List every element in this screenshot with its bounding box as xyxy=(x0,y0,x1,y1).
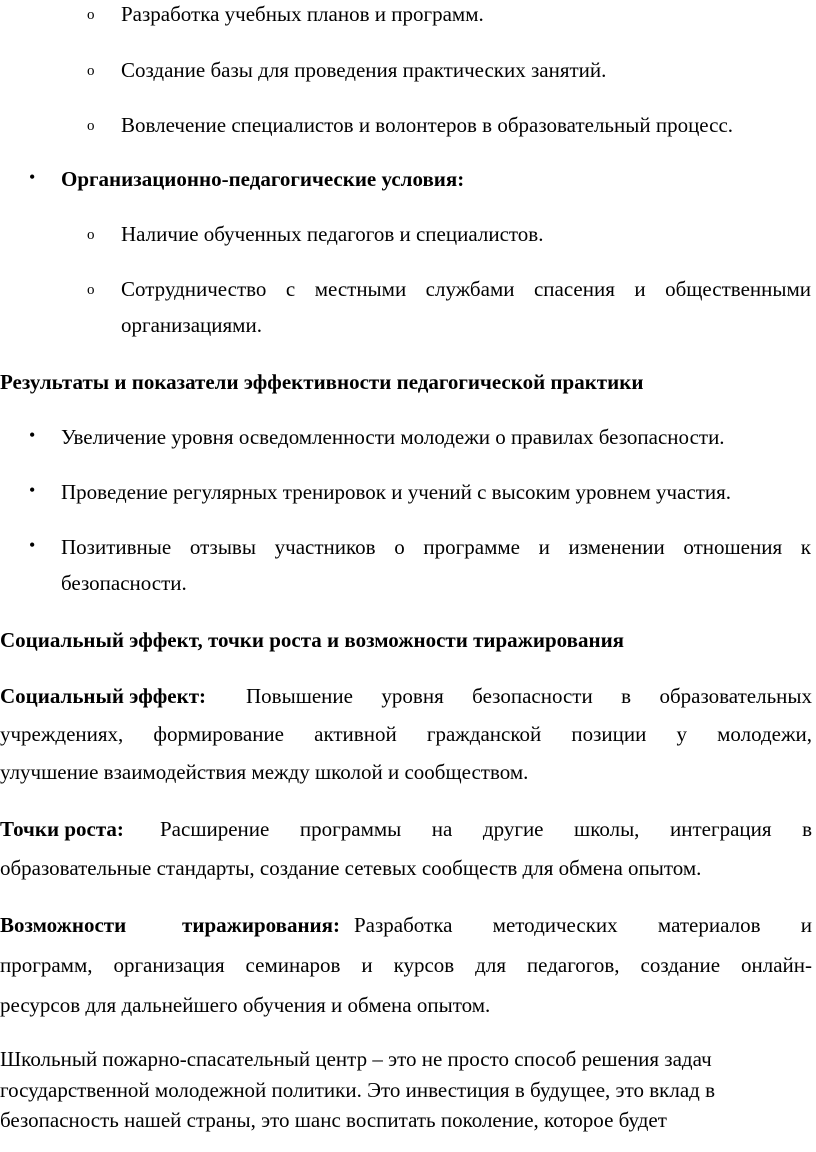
paragraph-text: Расширение программы на другие школы, интеграция в xyxy=(160,817,812,841)
section-subheading: Организационно-педагогические условия: xyxy=(61,167,465,191)
list-item-text: Вовлечение специалистов и волонтеров в образовательный процесс. xyxy=(121,113,734,137)
results-heading: Результаты и показатели эффективности педагогической практики xyxy=(0,370,644,394)
list-item-text: Проведение регулярных тренировок и учений с высоким уровнем участия. xyxy=(61,480,732,504)
list-item-text: безопасности. xyxy=(61,571,187,595)
paragraph-text: Школьный пожарно-спасательный центр – это не просто способ решения задач xyxy=(0,1047,712,1071)
effect-label: Социальный эффект: xyxy=(0,684,207,708)
sub-bullet-marker: o xyxy=(87,118,95,134)
paragraph-text: Разработка методических материалов и xyxy=(354,913,812,937)
paragraph-text: государственной молодежной политики. Это инвестиция в будущее, это вклад в xyxy=(0,1078,715,1102)
paragraph-text: образовательные стандарты, создание сетевых сообществ для обмена опытом. xyxy=(0,856,702,880)
replication-label: Возможности тиражирования: xyxy=(0,913,340,937)
list-item-text: Увеличение уровня осведомленности молодежи о правилах безопасности. xyxy=(61,425,725,449)
paragraph-text: учреждениях, формирование активной гражданской позиции у молодежи, xyxy=(0,722,812,746)
growth-label: Точки роста: xyxy=(0,817,124,841)
sub-bullet-marker: o xyxy=(87,7,95,23)
paragraph-text: Повышение уровня безопасности в образовательных xyxy=(246,684,812,708)
bullet-marker: • xyxy=(29,167,36,187)
list-item-text: Разработка учебных планов и программ. xyxy=(121,2,484,26)
list-item-text: Сотрудничество с местными службами спасения и общественными xyxy=(121,277,811,301)
bullet-marker: • xyxy=(29,425,36,445)
bullet-marker: • xyxy=(29,480,36,500)
list-item-text: Создание базы для проведения практических занятий. xyxy=(121,58,607,82)
paragraph-text: улучшение взаимодействия между школой и сообществом. xyxy=(0,760,529,784)
list-item-text: Наличие обученных педагогов и специалистов. xyxy=(121,222,544,246)
social-heading: Социальный эффект, точки роста и возможности тиражирования xyxy=(0,628,625,652)
sub-bullet-marker: o xyxy=(87,282,95,298)
sub-bullet-marker: o xyxy=(87,63,95,79)
bullet-marker: • xyxy=(29,535,36,555)
paragraph-text: программ, организация семинаров и курсов для педагогов, создание онлайн- xyxy=(0,953,812,977)
list-item-text: организациями. xyxy=(121,313,262,337)
list-item-text: Позитивные отзывы участников о программе и изменении отношения к xyxy=(61,535,811,559)
paragraph-text: ресурсов для дальнейшего обучения и обмена опытом. xyxy=(0,993,491,1017)
sub-bullet-marker: o xyxy=(87,227,95,243)
paragraph-text: безопасность нашей страны, это шанс воспитать поколение, которое будет xyxy=(0,1108,667,1132)
